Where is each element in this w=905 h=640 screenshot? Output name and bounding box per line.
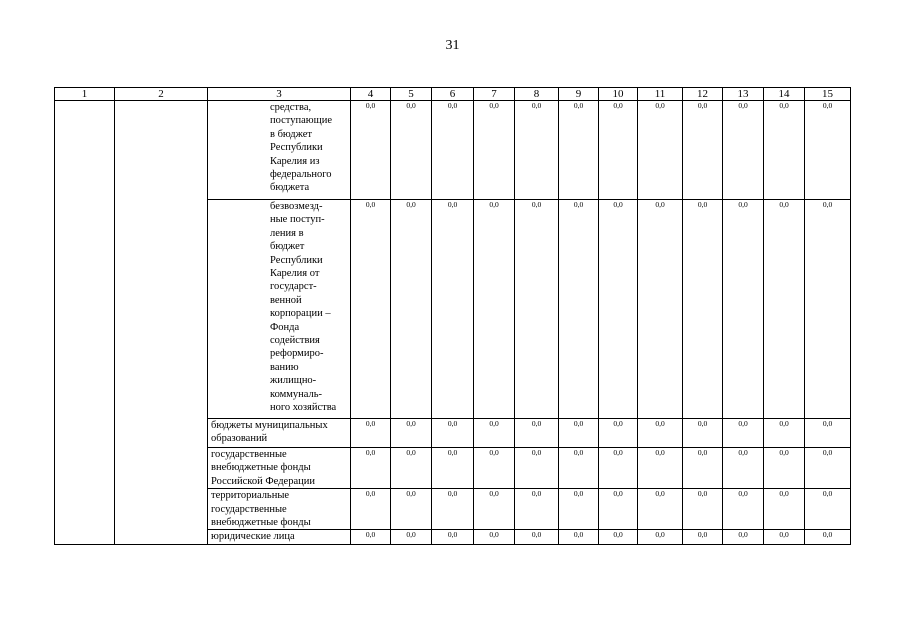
row-label (208, 448, 351, 489)
header-cell: 13 (723, 88, 764, 101)
value-cell: 0,0 (599, 200, 638, 419)
value-cell: 0,0 (432, 419, 474, 448)
value-cell: 0,0 (559, 200, 599, 419)
value-cell: 0,0 (764, 101, 805, 200)
value-cell: 0,0 (683, 448, 723, 489)
label-line: ления в (270, 227, 304, 239)
label-line: безвозмезд- (270, 201, 323, 212)
label-line: федерального (270, 169, 332, 181)
header-cell: 8 (515, 88, 559, 101)
value-cell: 0,0 (474, 489, 515, 530)
value-cell: 0,0 (805, 530, 851, 544)
value-cell: 0,0 (638, 101, 683, 200)
label-line: коммуналь- (270, 388, 323, 400)
value-cell: 0,0 (432, 200, 474, 419)
value-cell: 0,0 (515, 101, 559, 200)
header-row (55, 88, 851, 101)
value-cell: 0,0 (391, 448, 432, 489)
label-line: реформиро- (270, 348, 324, 360)
value-cell: 0,0 (683, 419, 723, 448)
value-cell: 0,0 (474, 101, 515, 200)
label-line: бюджеты муниципальных (211, 420, 328, 431)
label-line: ванию (270, 361, 299, 373)
value-cell: 0,0 (599, 448, 638, 489)
value-cell: 0,0 (351, 200, 391, 419)
value-cell: 0,0 (805, 448, 851, 489)
empty-cell-col1 (55, 101, 115, 545)
row-label (208, 530, 351, 544)
value-cell: 0,0 (764, 419, 805, 448)
value-cell: 0,0 (723, 419, 764, 448)
value-cell: 0,0 (515, 489, 559, 530)
header-cell: 1 (55, 88, 115, 101)
value-cell: 0,0 (559, 448, 599, 489)
row-label (208, 489, 351, 530)
value-cell: 0,0 (474, 200, 515, 419)
label-line: образований (211, 433, 268, 445)
value-cell: 0,0 (599, 101, 638, 200)
value-cell: 0,0 (723, 101, 764, 200)
value-cell: 0,0 (432, 448, 474, 489)
header-cell: 4 (351, 88, 391, 101)
value-cell: 0,0 (638, 419, 683, 448)
value-cell: 0,0 (515, 448, 559, 489)
label-line: государственные (211, 503, 287, 515)
header-cell: 14 (764, 88, 805, 101)
value-cell: 0,0 (723, 530, 764, 544)
budget-table (54, 87, 851, 545)
value-cell: 0,0 (391, 200, 432, 419)
header-cell: 3 (208, 88, 351, 101)
label-line: государст- (270, 281, 317, 293)
value-cell: 0,0 (805, 419, 851, 448)
label-line: в бюджет (270, 128, 312, 140)
value-cell: 0,0 (764, 200, 805, 419)
value-cell: 0,0 (351, 530, 391, 544)
value-cell: 0,0 (683, 530, 723, 544)
header-cell: 12 (683, 88, 723, 101)
value-cell: 0,0 (559, 101, 599, 200)
label-line: Российской Федерации (211, 475, 315, 487)
label-line: территориальные (211, 490, 290, 502)
value-cell: 0,0 (351, 419, 391, 448)
label-line: бюджета (270, 182, 310, 194)
value-cell: 0,0 (764, 489, 805, 530)
header-cell: 2 (115, 88, 208, 101)
label-line: венной (270, 294, 302, 306)
row-label (208, 419, 351, 448)
value-cell: 0,0 (683, 200, 723, 419)
value-cell: 0,0 (432, 101, 474, 200)
label-line: внебюджетные фонды (211, 517, 311, 529)
value-cell: 0,0 (599, 419, 638, 448)
label-line: Карелия из (270, 155, 320, 167)
label-line: поступающие (270, 115, 332, 127)
value-cell: 0,0 (764, 448, 805, 489)
label-line: корпорации – (270, 308, 331, 320)
value-cell: 0,0 (559, 489, 599, 530)
value-cell: 0,0 (515, 200, 559, 419)
row-label (208, 101, 351, 200)
value-cell: 0,0 (638, 200, 683, 419)
label-line: содействия (270, 335, 320, 347)
label-line: жилищно- (270, 375, 317, 387)
header-cell: 5 (391, 88, 432, 101)
value-cell: 0,0 (391, 419, 432, 448)
value-cell: 0,0 (515, 419, 559, 448)
value-cell: 0,0 (805, 101, 851, 200)
label-line: средства, (270, 102, 312, 113)
value-cell: 0,0 (559, 530, 599, 544)
value-cell: 0,0 (474, 530, 515, 544)
value-cell: 0,0 (432, 530, 474, 544)
empty-cell-col2 (115, 101, 208, 545)
value-cell: 0,0 (391, 489, 432, 530)
value-cell: 0,0 (723, 200, 764, 419)
row-label (208, 200, 351, 419)
label-line: внебюджетные фонды (211, 462, 311, 474)
value-cell: 0,0 (638, 489, 683, 530)
value-cell: 0,0 (805, 489, 851, 530)
value-cell: 0,0 (515, 530, 559, 544)
value-cell: 0,0 (599, 489, 638, 530)
label-line: ного хозяйства (270, 402, 337, 414)
value-cell: 0,0 (351, 101, 391, 200)
value-cell: 0,0 (805, 200, 851, 419)
value-cell: 0,0 (351, 489, 391, 530)
value-cell: 0,0 (391, 530, 432, 544)
label-line: государственные (211, 449, 287, 460)
value-cell: 0,0 (474, 448, 515, 489)
header-cell: 11 (638, 88, 683, 101)
label-line: Республики (270, 254, 323, 266)
header-cell: 9 (559, 88, 599, 101)
header-cell: 6 (432, 88, 474, 101)
value-cell: 0,0 (559, 419, 599, 448)
value-cell: 0,0 (723, 489, 764, 530)
value-cell: 0,0 (723, 448, 764, 489)
label-line: ные поступ- (270, 214, 325, 226)
value-cell: 0,0 (683, 489, 723, 530)
header-cell: 15 (805, 88, 851, 101)
table-row (55, 101, 851, 200)
label-line: Республики (270, 142, 323, 154)
value-cell: 0,0 (599, 530, 638, 544)
label-line: Карелия от (270, 268, 320, 280)
label-line: юридические лица (211, 531, 295, 543)
value-cell: 0,0 (683, 101, 723, 200)
value-cell: 0,0 (391, 101, 432, 200)
value-cell: 0,0 (638, 530, 683, 544)
value-cell: 0,0 (432, 489, 474, 530)
value-cell: 0,0 (638, 448, 683, 489)
label-line: бюджет (270, 241, 305, 253)
header-cell: 7 (474, 88, 515, 101)
value-cell: 0,0 (764, 530, 805, 544)
header-cell: 10 (599, 88, 638, 101)
value-cell: 0,0 (351, 448, 391, 489)
value-cell: 0,0 (474, 419, 515, 448)
page-number: 31 (445, 38, 460, 53)
label-line: Фонда (270, 321, 300, 333)
